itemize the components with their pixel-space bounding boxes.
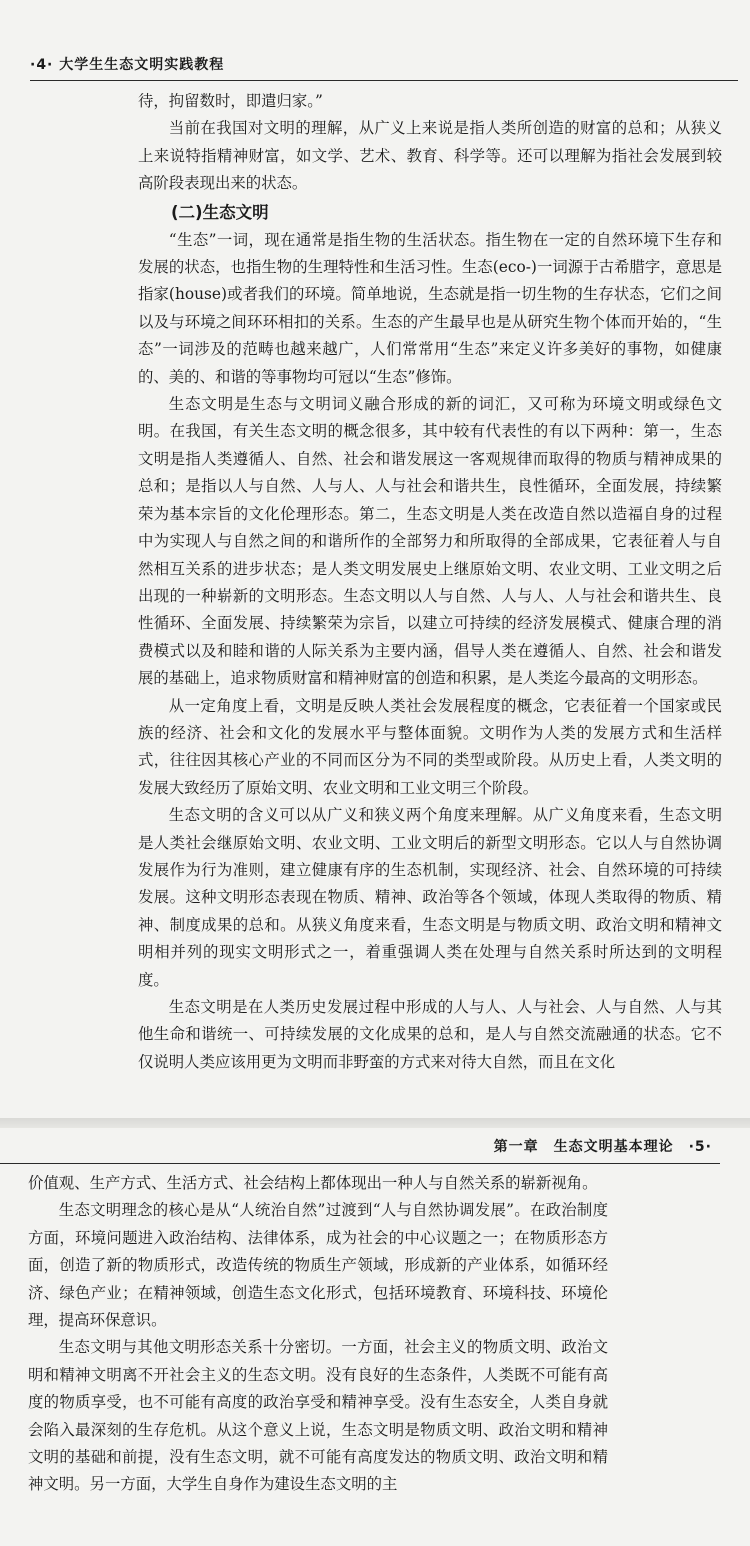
paragraph: 生态文明理念的核心是从“人统治自然”过渡到“人与自然协调发展”。在政治制度方面，环境问题进入政治结构、法律体系，成为社会的中心议题之一；在物质形态方面，创造了新的物质形式，改造传统的物质生产领域，形成新的产业体系，如循环经济、绿色产业；在精神领域，创造生态文化形式，包括环境教育、环境科技、环境伦理，提高环保意识。 bbox=[28, 1201, 608, 1330]
section-heading: (二)生态文明 bbox=[171, 202, 269, 222]
paragraph: 生态文明的含义可以从广义和狭义两个角度来理解。从广义角度来看，生态文明是人类社会继原始文明、农业文明、工业文明后的新型文明形态。它以人与自然协调发展作为行为准则，建立健康有序的生态机制，实现经济、社会、自然环境的可持续发展。这种文明形态表现在物质、精神、政治等各个领域，体现人类取得的物质、精神、制度成果的总和。从狭义角度来看，生态文明是与物质文明、政治文明和精神文明相并列的现实文明形式之一，着重强调人类在处理与自然关系时所达到的文明程度。 bbox=[138, 806, 722, 989]
header-rule bbox=[30, 80, 738, 81]
paragraph: 当前在我国对文明的理解，从广义上来说是指人类所创造的财富的总和；从狭义上来说特指精神财富，如文学、艺术、教育、科学等。还可以理解为指社会发展到较高阶段表现出来的状态。 bbox=[138, 119, 722, 193]
paragraph: 从一定角度上看，文明是反映人类社会发展程度的概念，它表征着一个国家或民族的经济、社会和文化的发展水平与整体面貌。文明作为人类的发展方式和生活样式，往往因其核心产业的不同而区分为不同的类型或阶段。从历史上看，人类文明的发展大致经历了原始文明、农业文明和工业文明三个阶段。 bbox=[138, 696, 722, 797]
top-page-body bbox=[138, 88, 722, 1076]
running-header-right: 第一章 生态文明基本理论 ·5· bbox=[493, 1139, 712, 1155]
header-rule bbox=[0, 1163, 720, 1164]
paragraph: 生态文明是生态与文明词义融合形成的新的词汇，又可称为环境文明或绿色文明。在我国，有关生态文明的概念很多，其中较有代表性的有以下两种：第一，生态文明是指人类遵循人、自然、社会和谐发展这一客观规律而取得的物质与精神成果的总和；是指以人与自然、人与人、人与社会和谐共生，良性循环，全面发展，持续繁荣为基本宗旨的文化伦理形态。第二，生态文明是人类在改造自然以造福自身的过程中为实现人与自然之间的和谐所作的全部努力和所取得的全部成果，它表征着人与自然相互关系的进步状态；是人类文明发展史上继原始文明、农业文明、工业文明之后出现的一种崭新的文明形态。生态文明以人与自然、人与人、人与社会和谐共生、良性循环、全面发展、持续繁荣为宗旨，以建立可持续的经济发展模式、健康合理的消费模式以及和睦和谐的人际关系为主要内涵，倡导人类在遵循人、自然、社会和谐发展的基础上，追求物质财富和精神财富的创造和积累，是人类迄今最高的文明形态。 bbox=[138, 395, 722, 688]
page-gap bbox=[0, 1118, 750, 1128]
paragraph: “生态”一词，现在通常是指生物的生活状态。指生物在一定的自然环境下生存和发展的状态，也指生物的生理特性和生活习性。生态(eco-)一词源于古希腊字，意思是指家(house)或者我们的环境。简单地说，生态就是指一切生物的生存状态，它们之间以及与环境之间环环相扣的关系。生态的产生最早也是从研究生物个体而开始的，“生态”一词涉及的范畴也越来越广，人们常常用“生态”来定义许多美好的事物，如健康的、美的、和谐的等事物均可冠以“生态”修饰。 bbox=[138, 230, 722, 386]
paragraph: 生态文明是在人类历史发展过程中形成的人与人、人与社会、人与自然、人与其他生命和谐统一、可持续发展的文化成果的总和，是人与自然交流融通的状态。它不仅说明人类应该用更为文明而非野蛮的方式来对待大自然，而且在文化 bbox=[138, 998, 722, 1071]
paragraph: 价值观、生产方式、生活方式、社会结构上都体现出一种人与自然关系的崭新视角。 bbox=[28, 1174, 598, 1192]
paragraph: 待，拘留数时，即遣归家。” bbox=[138, 92, 323, 110]
running-header-left: ·4· 大学生生态文明实践教程 bbox=[30, 57, 225, 73]
paragraph: 生态文明与其他文明形态关系十分密切。一方面，社会主义的物质文明、政治文明和精神文明离不开社会主义的生态文明。没有良好的生态条件，人类既不可能有高度的物质享受，也不可能有高度的政治享受和精神享受。没有生态安全，人类自身就会陷入最深刻的生存危机。从这个意义上说，生态文明是物质文明、政治文明和精神文明的基础和前提，没有生态文明，就不可能有高度发达的物质文明、政治文明和精神文明。另一方面，大学生自身作为建设生态文明的主 bbox=[28, 1338, 608, 1494]
bottom-page-body bbox=[28, 1170, 608, 1499]
